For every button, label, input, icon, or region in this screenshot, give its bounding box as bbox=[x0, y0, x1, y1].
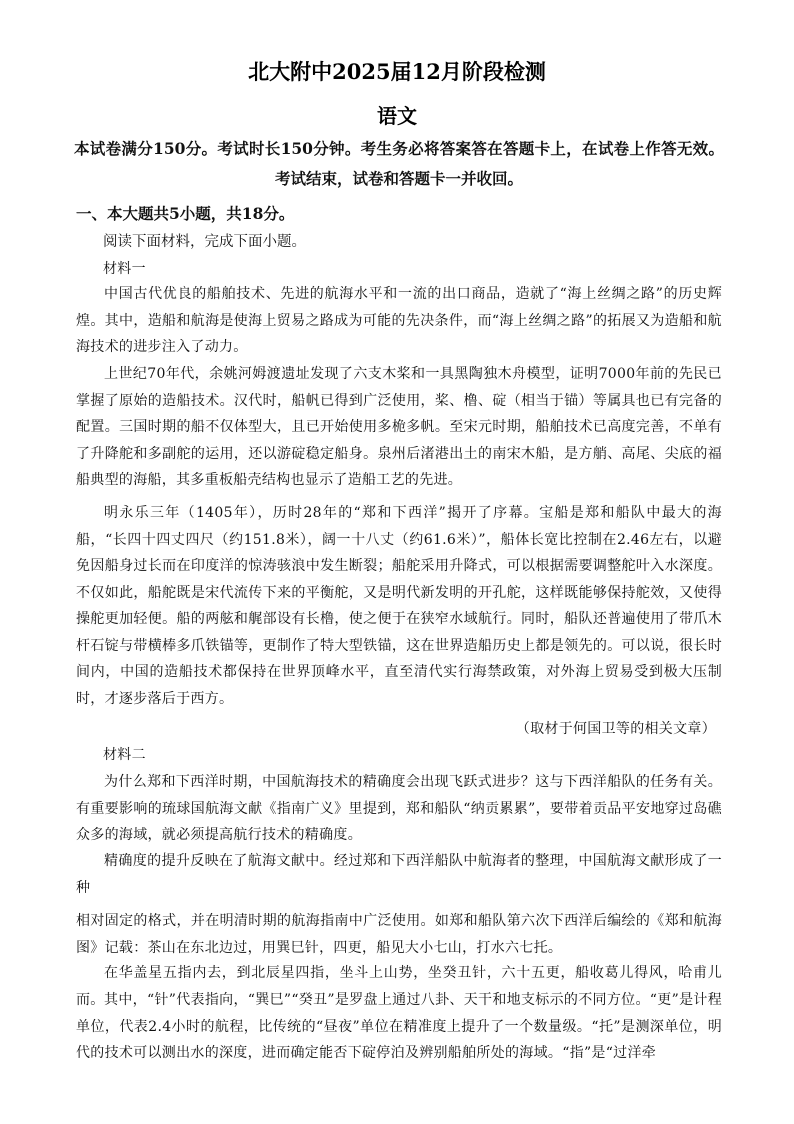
reading-instruction: 阅读下面材料，完成下面小题。 bbox=[103, 234, 306, 250]
material-2-label: 材料二 bbox=[103, 747, 146, 763]
material-2-paragraph: 在华盖星五指内去，到北辰星四指，坐斗上山势，坐癸丑针，六十五更，船收葛儿得风，哈甫儿而。 bbox=[76, 965, 722, 1008]
material-1-paragraph: 中国古代优良的船舶技术、先进的航海水平和一流的出口商品，造就了“海上丝绸之路”的历史辉煌。其中，造船和航海是使海上贸易之路成为可能的先决条件，而“海上丝绸之路”的拓展又为造船和航海技术的进步注入了动力。 bbox=[76, 286, 722, 355]
material-2-paragraph: 其中，“针”代表指向，“巽巳”“癸丑”是罗盘上通过八卦、天干和地支标示的不同方位。“更”是计程单位，代表2.4小时的航程，比传统的“昼夜”单位在精准度上提升了一个数量级。“托”是测深单位，明代的技术可以测出水的深度，进而确定能否下碇停泊及辨别船舶所处的海域。“指”是“过洋牵 bbox=[76, 992, 722, 1061]
exam-title: 北大附中2025届12月阶段检测 bbox=[248, 59, 546, 84]
material-2-paragraph: 相对固定的格式，并在明清时期的航海指南中广泛使用。如郑和船队第六次下西洋后编绘的《郑和航海图》记载：茶山在东北边过，用巽巳针，四更，船见大小七山，打水六七托。 bbox=[76, 913, 722, 956]
section-heading: 一、本大题共5小题，共18分。 bbox=[76, 204, 295, 223]
material-1-label: 材料一 bbox=[103, 261, 146, 277]
material-1-paragraph: 上世纪70年代，余姚河姆渡遗址发现了六支木桨和一具黑陶独木舟模型，证明7000年前的先民已掌握了原始的造船技术。汉代时，船帆已得到广泛使用，桨、橹、碇（相当于锚）等属具也已有完备的配置。三国时期的船不仅体型大，且已开始使用多桅多帆。至宋元时期，船舶技术已高度完善，不单有了升降舵和多副舵的运用，还以游碇稳定船身。泉州后渚港出土的南宋木船，是方艄、高尾、尖底的福船典型的海船，其多重板船壳结构也显示了造船工艺的先进。 bbox=[76, 366, 722, 488]
material-1-source: （取材于何国卫等的相关文章） bbox=[515, 721, 716, 737]
material-2-paragraph: 精确度的提升反映在了航海文献中。经过郑和下西洋船队中航海者的整理，中国航海文献形成了一种 bbox=[76, 853, 722, 896]
exam-notice: 本试卷满分150分。考试时长150分钟。考生务必将答案答在答题卡上，在试卷上作答无效。考试结束，试卷和答题卡一并收回。 bbox=[74, 139, 724, 188]
material-2-paragraph: 为什么郑和下西洋时期，中国航海技术的精确度会出现飞跃式进步？这与下西洋船队的任务有关。有重要影响的琉球国航海文献《指南广义》里提到，郑和船队“纳贡累累”，要带着贡品平安地穿过岛礁众多的海域，就必须提高航行技术的精确度。 bbox=[76, 774, 722, 843]
material-1-paragraph: 明永乐三年（1405年），历时28年的“郑和下西洋”揭开了序幕。宝船是郑和船队中最大的海船，“长四十四丈四尺（约151.8米），阔一十八丈（约61.6米）”，船体长宽比控制在2.46左右，以避免因船身过长而在印度洋的惊涛骇浪中发生断裂；船舵采用升降式，可以根据需要调整舵叶入水深度。不仅如此，船舵既是宋代流传下来的平衡舵，又是明代新发明的开孔舵，这样既能够保持舵效，又使得操舵更加轻便。船的两舷和艉部设有长橹，使之便于在狭窄水域航行。同时，船队还普遍使用了带爪木杆石锭与带横棒多爪铁锚等，更制作了特大型铁锚，这在世界造船历史上都是领先的。可以说，很长时间内，中国的造船技术都保持在世界顶峰水平，直至清代实行海禁政策，对外海上贸易受到极大压制时，才逐步落后于西方。 bbox=[76, 505, 722, 707]
subject-title: 语文 bbox=[377, 104, 417, 128]
